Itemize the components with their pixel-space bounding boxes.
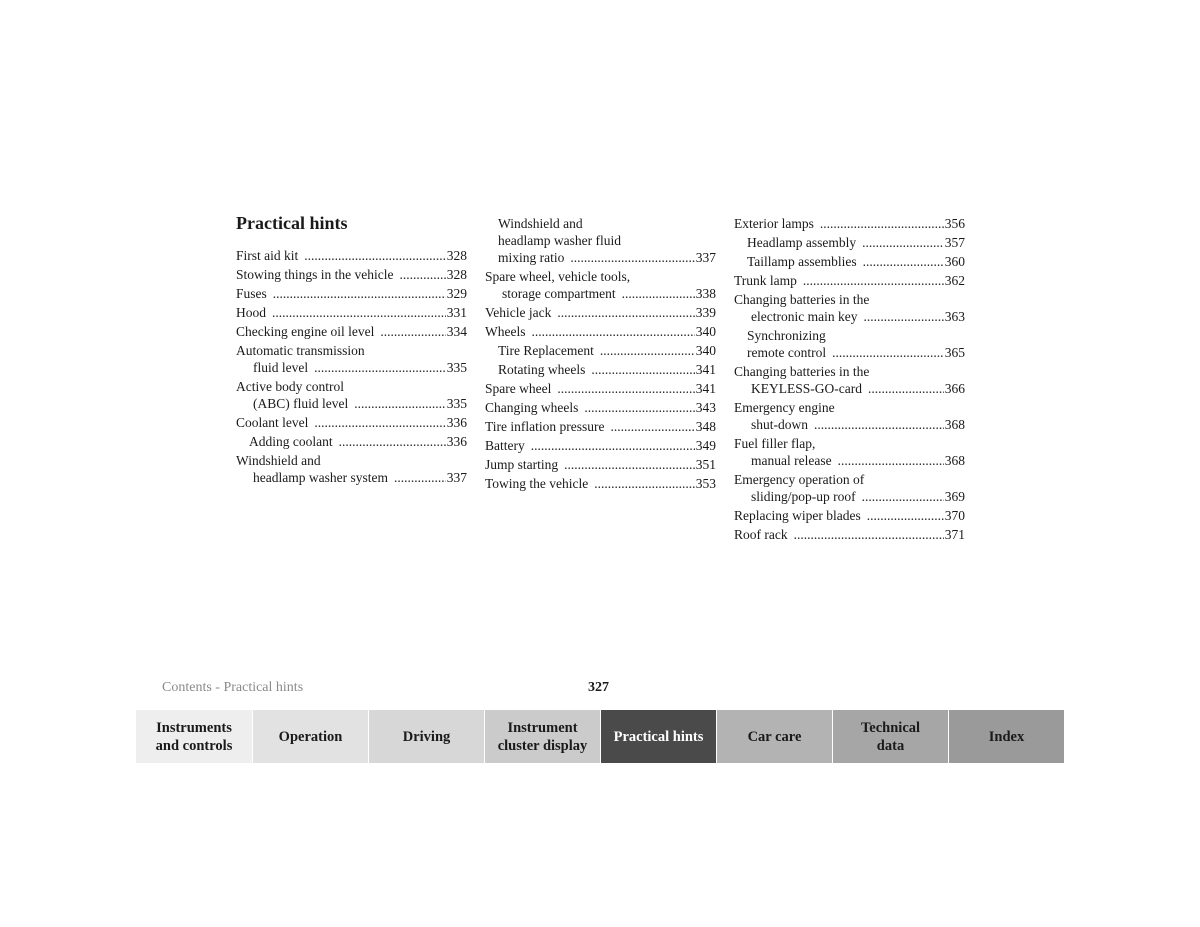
index-entry[interactable] bbox=[734, 327, 965, 361]
index-entry-text: Spare wheel, vehicle tools, bbox=[485, 269, 631, 284]
index-entry[interactable] bbox=[236, 323, 467, 340]
dot-leader bbox=[832, 344, 944, 361]
index-page-number: 363 bbox=[944, 309, 965, 324]
index-entry[interactable] bbox=[236, 378, 467, 412]
index-page-number: 343 bbox=[695, 400, 716, 415]
index-page-number: 335 bbox=[446, 396, 467, 411]
index-entry[interactable] bbox=[734, 471, 965, 505]
index-entry[interactable] bbox=[734, 234, 965, 251]
index-entry-text: Battery bbox=[485, 438, 525, 453]
index-entry-line bbox=[734, 488, 965, 505]
index-page-number: 362 bbox=[944, 273, 965, 288]
dot-leader bbox=[584, 399, 694, 416]
dot-leader bbox=[394, 469, 446, 486]
index-entry-line bbox=[485, 268, 716, 285]
index-page-number: 370 bbox=[944, 508, 965, 523]
dot-leader bbox=[380, 323, 445, 340]
index-entry-line bbox=[485, 215, 716, 232]
index-entry-text: Hood bbox=[236, 305, 266, 320]
index-entry[interactable] bbox=[734, 526, 965, 543]
index-entry-text: Changing wheels bbox=[485, 400, 579, 415]
index-page-number: 365 bbox=[944, 345, 965, 360]
index-entry-line bbox=[734, 399, 965, 416]
index-page-number: 328 bbox=[446, 267, 467, 282]
index-entry-text: Exterior lamps bbox=[734, 216, 814, 231]
dot-leader bbox=[862, 234, 944, 251]
dot-leader bbox=[868, 380, 944, 397]
index-entry-text: remote control bbox=[747, 345, 827, 360]
index-entry[interactable] bbox=[485, 475, 716, 492]
index-page-number: 341 bbox=[695, 362, 716, 377]
index-entry[interactable] bbox=[734, 435, 965, 469]
tab-instruments-and-controls[interactable]: Instruments and controls bbox=[136, 710, 252, 763]
index-entry-text: First aid kit bbox=[236, 248, 299, 263]
index-entry-line bbox=[734, 234, 965, 251]
index-entry[interactable] bbox=[734, 215, 965, 232]
index-entry-line bbox=[485, 304, 716, 321]
tab-car-care[interactable]: Car care bbox=[716, 710, 832, 763]
tab-practical-hints[interactable]: Practical hints bbox=[600, 710, 716, 763]
index-entry-line bbox=[485, 399, 716, 416]
index-page-number: 368 bbox=[944, 417, 965, 432]
dot-leader bbox=[531, 323, 694, 340]
index-page-number: 369 bbox=[944, 489, 965, 504]
index-entry-line bbox=[236, 414, 467, 431]
index-entry[interactable] bbox=[734, 399, 965, 433]
index-page-number: 329 bbox=[446, 286, 467, 301]
index-entry[interactable] bbox=[236, 414, 467, 431]
tab-operation[interactable]: Operation bbox=[252, 710, 368, 763]
index-entry[interactable] bbox=[236, 266, 467, 283]
index-entry-text: Replacing wiper blades bbox=[734, 508, 861, 523]
index-page-number: 360 bbox=[944, 254, 965, 269]
index-entry-line bbox=[236, 469, 467, 486]
index-entry-text: Windshield and bbox=[498, 216, 583, 231]
index-entry-text: Adding coolant bbox=[249, 434, 333, 449]
dot-leader bbox=[339, 433, 446, 450]
index-entry-text: Changing batteries in the bbox=[734, 292, 870, 307]
index-entry[interactable] bbox=[485, 456, 716, 473]
index-entry-line bbox=[734, 416, 965, 433]
index-entry-text: headlamp washer fluid bbox=[498, 233, 621, 248]
index-entry-text: (ABC) fluid level bbox=[253, 396, 349, 411]
index-entry-text: Emergency operation of bbox=[734, 472, 865, 487]
chapter-tab-bar bbox=[136, 710, 1064, 763]
index-page-number: 351 bbox=[695, 457, 716, 472]
index-entry-text: Headlamp assembly bbox=[747, 235, 857, 250]
index-page-number: 337 bbox=[446, 470, 467, 485]
index-entry-line bbox=[236, 359, 467, 376]
index-entry-line bbox=[734, 344, 965, 361]
index-entry[interactable] bbox=[485, 215, 716, 266]
index-entry[interactable] bbox=[485, 304, 716, 321]
index-entry-line bbox=[485, 249, 716, 266]
index-entry-line bbox=[236, 323, 467, 340]
dot-leader bbox=[794, 526, 944, 543]
index-entry-text: Active body control bbox=[236, 379, 344, 394]
dot-leader bbox=[814, 416, 944, 433]
index-entry[interactable] bbox=[734, 507, 965, 524]
index-entry[interactable] bbox=[485, 323, 716, 340]
index-entry-line bbox=[236, 452, 467, 469]
index-page-number: 334 bbox=[446, 324, 467, 339]
index-entry-text: Synchronizing bbox=[747, 328, 826, 343]
tab-driving[interactable]: Driving bbox=[368, 710, 484, 763]
dot-leader bbox=[594, 475, 694, 492]
tab-instrument-cluster-display[interactable]: Instrument cluster display bbox=[484, 710, 600, 763]
index-entry-text: Fuel filler flap, bbox=[734, 436, 816, 451]
index-page-number: 356 bbox=[944, 216, 965, 231]
index-entry-text: Coolant level bbox=[236, 415, 309, 430]
index-entry-line bbox=[734, 308, 965, 325]
dot-leader bbox=[314, 414, 445, 431]
section-title: Practical hints bbox=[236, 213, 348, 233]
index-entry-text: KEYLESS-GO-card bbox=[751, 381, 862, 396]
index-page-number: 371 bbox=[944, 527, 965, 542]
dot-leader bbox=[557, 380, 694, 397]
index-entry-line bbox=[485, 342, 716, 359]
index-page-number: 341 bbox=[695, 381, 716, 396]
footer-title: Contents - Practical hints bbox=[162, 680, 304, 695]
index-entry-line bbox=[236, 342, 467, 359]
index-entry-text: Trunk lamp bbox=[734, 273, 797, 288]
dot-leader bbox=[862, 488, 944, 505]
index-entry[interactable] bbox=[236, 285, 467, 302]
index-entry-line bbox=[236, 285, 467, 302]
index-entry-text: storage compartment bbox=[502, 286, 616, 301]
index-entry-line bbox=[734, 452, 965, 469]
dot-leader bbox=[820, 215, 944, 232]
index-entry-text: Tire inflation pressure bbox=[485, 419, 605, 434]
dot-leader bbox=[272, 304, 446, 321]
index-entry-line bbox=[734, 215, 965, 232]
index-entry-line bbox=[485, 475, 716, 492]
dot-leader bbox=[600, 342, 695, 359]
page-number: 327 bbox=[588, 680, 609, 695]
index-column-3 bbox=[734, 215, 965, 545]
index-entry-line bbox=[236, 304, 467, 321]
index-entry[interactable] bbox=[485, 437, 716, 454]
index-entry-line bbox=[485, 232, 716, 249]
tab-technical-data[interactable]: Technical data bbox=[832, 710, 948, 763]
index-entry-line bbox=[734, 363, 965, 380]
dot-leader bbox=[610, 418, 694, 435]
index-entry-line bbox=[734, 253, 965, 270]
index-entry-line bbox=[734, 507, 965, 524]
index-entry-line bbox=[734, 435, 965, 452]
dot-leader bbox=[803, 272, 944, 289]
index-entry-text: Tire Replacement bbox=[498, 343, 594, 358]
index-entry-line bbox=[236, 395, 467, 412]
index-page-number: 335 bbox=[446, 360, 467, 375]
index-page-number: 336 bbox=[446, 434, 467, 449]
index-page-number: 337 bbox=[695, 250, 716, 265]
index-entry[interactable] bbox=[485, 418, 716, 435]
dot-leader bbox=[863, 308, 943, 325]
index-entry-text: Stowing things in the vehicle bbox=[236, 267, 394, 282]
index-entry[interactable] bbox=[485, 380, 716, 397]
index-entry-text: Fuses bbox=[236, 286, 267, 301]
index-page-number: 340 bbox=[695, 324, 716, 339]
index-page-number: 338 bbox=[695, 286, 716, 301]
index-entry[interactable] bbox=[236, 433, 467, 450]
dot-leader bbox=[304, 247, 445, 264]
index-entry-text: Jump starting bbox=[485, 457, 559, 472]
dot-leader bbox=[622, 285, 695, 302]
index-entry-line bbox=[734, 526, 965, 543]
index-page-number: 339 bbox=[695, 305, 716, 320]
index-entry-line bbox=[485, 361, 716, 378]
index-entry[interactable] bbox=[734, 253, 965, 270]
tab-index[interactable]: Index bbox=[948, 710, 1064, 763]
index-entry-text: Spare wheel bbox=[485, 381, 552, 396]
index-entry-text: Emergency engine bbox=[734, 400, 835, 415]
index-page-number: 328 bbox=[446, 248, 467, 263]
index-entry[interactable] bbox=[485, 399, 716, 416]
dot-leader bbox=[564, 456, 695, 473]
index-entry[interactable] bbox=[236, 304, 467, 321]
dot-leader bbox=[273, 285, 446, 302]
dot-leader bbox=[867, 507, 944, 524]
index-entry[interactable] bbox=[734, 363, 965, 397]
index-entry-line bbox=[236, 247, 467, 264]
index-entry-text: mixing ratio bbox=[498, 250, 565, 265]
index-entry-line bbox=[734, 380, 965, 397]
dot-leader bbox=[400, 266, 446, 283]
index-entry-line bbox=[734, 291, 965, 308]
dot-leader bbox=[531, 437, 695, 454]
index-page-number: 331 bbox=[446, 305, 467, 320]
index-page-number: 336 bbox=[446, 415, 467, 430]
index-page-number: 357 bbox=[944, 235, 965, 250]
dot-leader bbox=[863, 253, 944, 270]
index-entry-text: Vehicle jack bbox=[485, 305, 552, 320]
index-entry-line bbox=[734, 327, 965, 344]
dot-leader bbox=[557, 304, 694, 321]
index-page-number: 340 bbox=[695, 343, 716, 358]
index-entry-text: fluid level bbox=[253, 360, 309, 375]
dot-leader bbox=[314, 359, 446, 376]
index-entry-text: manual release bbox=[751, 453, 832, 468]
index-entry[interactable] bbox=[236, 452, 467, 486]
dot-leader bbox=[354, 395, 446, 412]
index-entry-text: electronic main key bbox=[751, 309, 858, 324]
index-entry-text: sliding/pop-up roof bbox=[751, 489, 856, 504]
index-entry-line bbox=[236, 378, 467, 395]
index-page-number: 353 bbox=[695, 476, 716, 491]
index-entry-text: Checking engine oil level bbox=[236, 324, 375, 339]
index-entry[interactable] bbox=[734, 291, 965, 325]
index-entry-text: Windshield and bbox=[236, 453, 321, 468]
index-entry-text: Rotating wheels bbox=[498, 362, 586, 377]
index-entry-line bbox=[236, 433, 467, 450]
index-entry-line bbox=[485, 323, 716, 340]
index-page-number: 349 bbox=[695, 438, 716, 453]
index-entry[interactable] bbox=[236, 247, 467, 264]
index-entry-line bbox=[485, 418, 716, 435]
index-entry-text: Taillamp assemblies bbox=[747, 254, 857, 269]
index-entry-text: Wheels bbox=[485, 324, 526, 339]
index-entry-line bbox=[485, 456, 716, 473]
index-column-2 bbox=[485, 215, 716, 494]
index-page-number: 366 bbox=[944, 381, 965, 396]
index-page-number: 368 bbox=[944, 453, 965, 468]
index-entry[interactable] bbox=[236, 342, 467, 376]
index-page-number: 348 bbox=[695, 419, 716, 434]
index-entry-text: shut-down bbox=[751, 417, 808, 432]
index-entry[interactable] bbox=[485, 268, 716, 302]
index-entry[interactable] bbox=[734, 272, 965, 289]
index-entry-text: Automatic transmission bbox=[236, 343, 365, 358]
dot-leader bbox=[570, 249, 694, 266]
index-entry-line bbox=[734, 272, 965, 289]
dot-leader bbox=[591, 361, 694, 378]
index-column-1 bbox=[236, 247, 467, 488]
index-entry-line bbox=[485, 437, 716, 454]
index-entry-line bbox=[485, 285, 716, 302]
index-entry-line bbox=[236, 266, 467, 283]
index-entry-text: headlamp washer system bbox=[253, 470, 388, 485]
index-entry-text: Towing the vehicle bbox=[485, 476, 589, 491]
index-entry-text: Roof rack bbox=[734, 527, 788, 542]
index-entry-text: Changing batteries in the bbox=[734, 364, 870, 379]
index-entry[interactable] bbox=[485, 361, 716, 378]
dot-leader bbox=[838, 452, 944, 469]
index-entry[interactable] bbox=[485, 342, 716, 359]
index-entry-line bbox=[734, 471, 965, 488]
index-entry-line bbox=[485, 380, 716, 397]
